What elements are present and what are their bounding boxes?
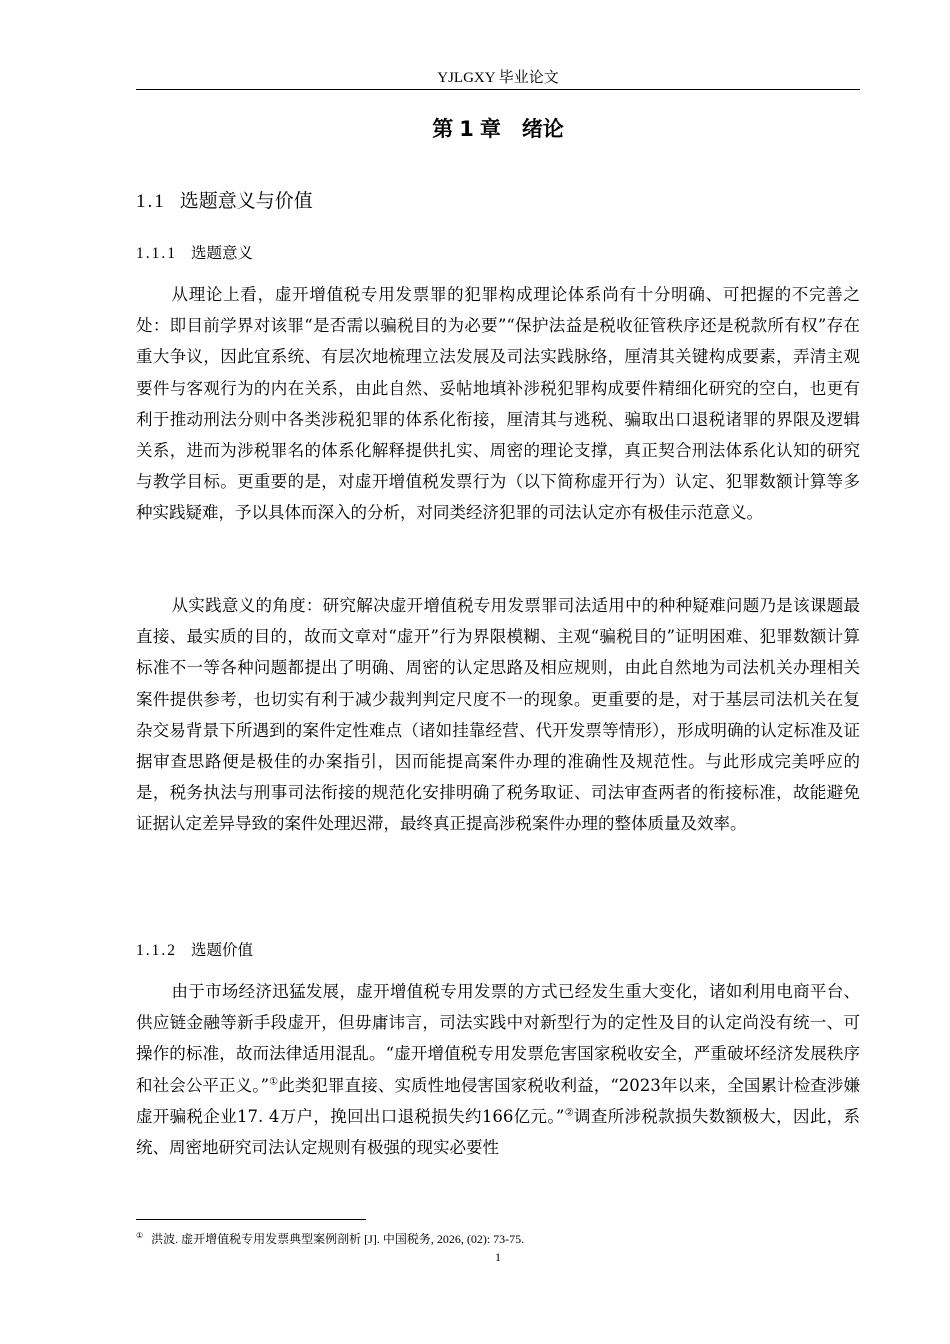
section-number: 1.1 — [136, 191, 166, 212]
footnote-rule — [136, 1219, 366, 1220]
paragraph-value — [136, 976, 860, 1163]
chapter-title — [136, 114, 860, 144]
subsection-number: 1.1.2 — [136, 942, 177, 959]
paragraph-value-part1: 由于市场经济迅猛发展，虚开增值税专用发票的方式已经发生重大变化，诸如利用电商平台、供应链金融等新手段虚开，但毋庸讳言，司法实践中对新型行为的定性及目的认定尚没有统一、可操作的标准，故而法律适用混乱。“虚开增值税专用发票危害国家税收安全，严重破坏经济发展秩序和社会公平正义。” — [136, 982, 860, 1095]
page-number: 1 — [495, 1250, 501, 1264]
chapter-name: 绪论 — [521, 117, 564, 141]
subsection-title: 选题意义 — [191, 244, 254, 262]
paragraph-value-part3: 调查所涉税款损失数额极大，因此，系统、周密地研究司法认定规则有极强的现实必要性 — [136, 1106, 861, 1158]
footnote-ref-2[interactable]: ② — [564, 1107, 575, 1119]
paragraph-practice: 从实践意义的角度：研究解决虚开增值税专用发票罪司法适用中的种种疑难问题乃是该课题最直接、最实质的目的，故而文章对“虚开”行为界限模糊、主观“骗税目的”证明困难、犯罪数额计算标准不一等各种问题都提出了明确、周密的认定思路及相应规则，由此自然地为司法机关办理相关案件提供参考，也切实有利于减少裁判判定尺度不一的现象。更重要的是，对于基层司法机关在复杂交易背景下所遇到的案件定性难点（诸如挂靠经营、代开发票等情形），形成明确的认定标准及证据审查思路便是极佳的办案指引，因而能提高案件办理的准确性及规范性。与此形成完美呼应的是，税务执法与刑事司法衔接的规范化安排明确了税务取证、司法审查两者的衔接标准，故能避免证据认定差异导致的案件处理迟滞，最终真正提高涉税案件办理的整体质量及效率。 — [136, 596, 860, 834]
chapter-suffix: 章 — [479, 117, 501, 141]
subsection-heading-1-1-2 — [136, 938, 253, 963]
chapter-prefix: 第 — [432, 117, 454, 141]
footnote — [136, 1231, 860, 1247]
chapter-number: 1 — [459, 117, 474, 141]
footnote-ref-1[interactable]: ① — [269, 1076, 279, 1088]
subsection-title: 选题价值 — [191, 941, 254, 959]
footnote-marker: ① — [136, 1231, 144, 1240]
subsection-heading-1-1-1 — [136, 241, 253, 266]
running-header: YJLGXY 毕业论文 — [437, 70, 559, 86]
section-heading-1-1 — [136, 187, 313, 216]
paragraph-theory: 从理论上看，虚开增值税专用发票罪的犯罪构成理论体系尚有十分明确、可把握的不完善之处：即目前学界对该罪“是否需以骗税目的为必要”“保护法益是税收征管秩序还是税款所有权”存在重大争议，因此宜系统、有层次地梳理立法发展及司法实践脉络，厘清其关键构成要素，弄清主观要件与客观行为的内在关系，由此自然、妥帖地填补涉税犯罪构成要件精细化研究的空白，也更有利于推动刑法分则中各类涉税犯罪的体系化衔接，厘清其与逃税、骗取出口退税诸罪的界限及逻辑关系，进而为涉税罪名的体系化解释提供扎实、周密的理论支撑，真正契合刑法体系化认知的研究与教学目标。更重要的是，对虚开增值税发票行为（以下简称虚开行为）认定、犯罪数额计算等多种实践疑难，予以具体而深入的分析，对同类经济犯罪的司法认定亦有极佳示范意义。 — [136, 285, 860, 523]
subsection-number: 1.1.1 — [136, 245, 177, 262]
section-title: 选题意义与价值 — [179, 190, 313, 212]
footnote-text: 洪波. 虚开增值税专用发票典型案例剖析 [J]. 中国税务, 2026, (02): 73-75. — [151, 1232, 525, 1246]
header-rule — [136, 89, 860, 90]
paragraph-value-part2: 此类犯罪直接、实质性地侵害国家税收利益，“2023年以来，全国累计检查涉嫌虚开骗税企业17. 4万户，挽回出口退税损失约166亿元。” — [136, 1075, 861, 1126]
